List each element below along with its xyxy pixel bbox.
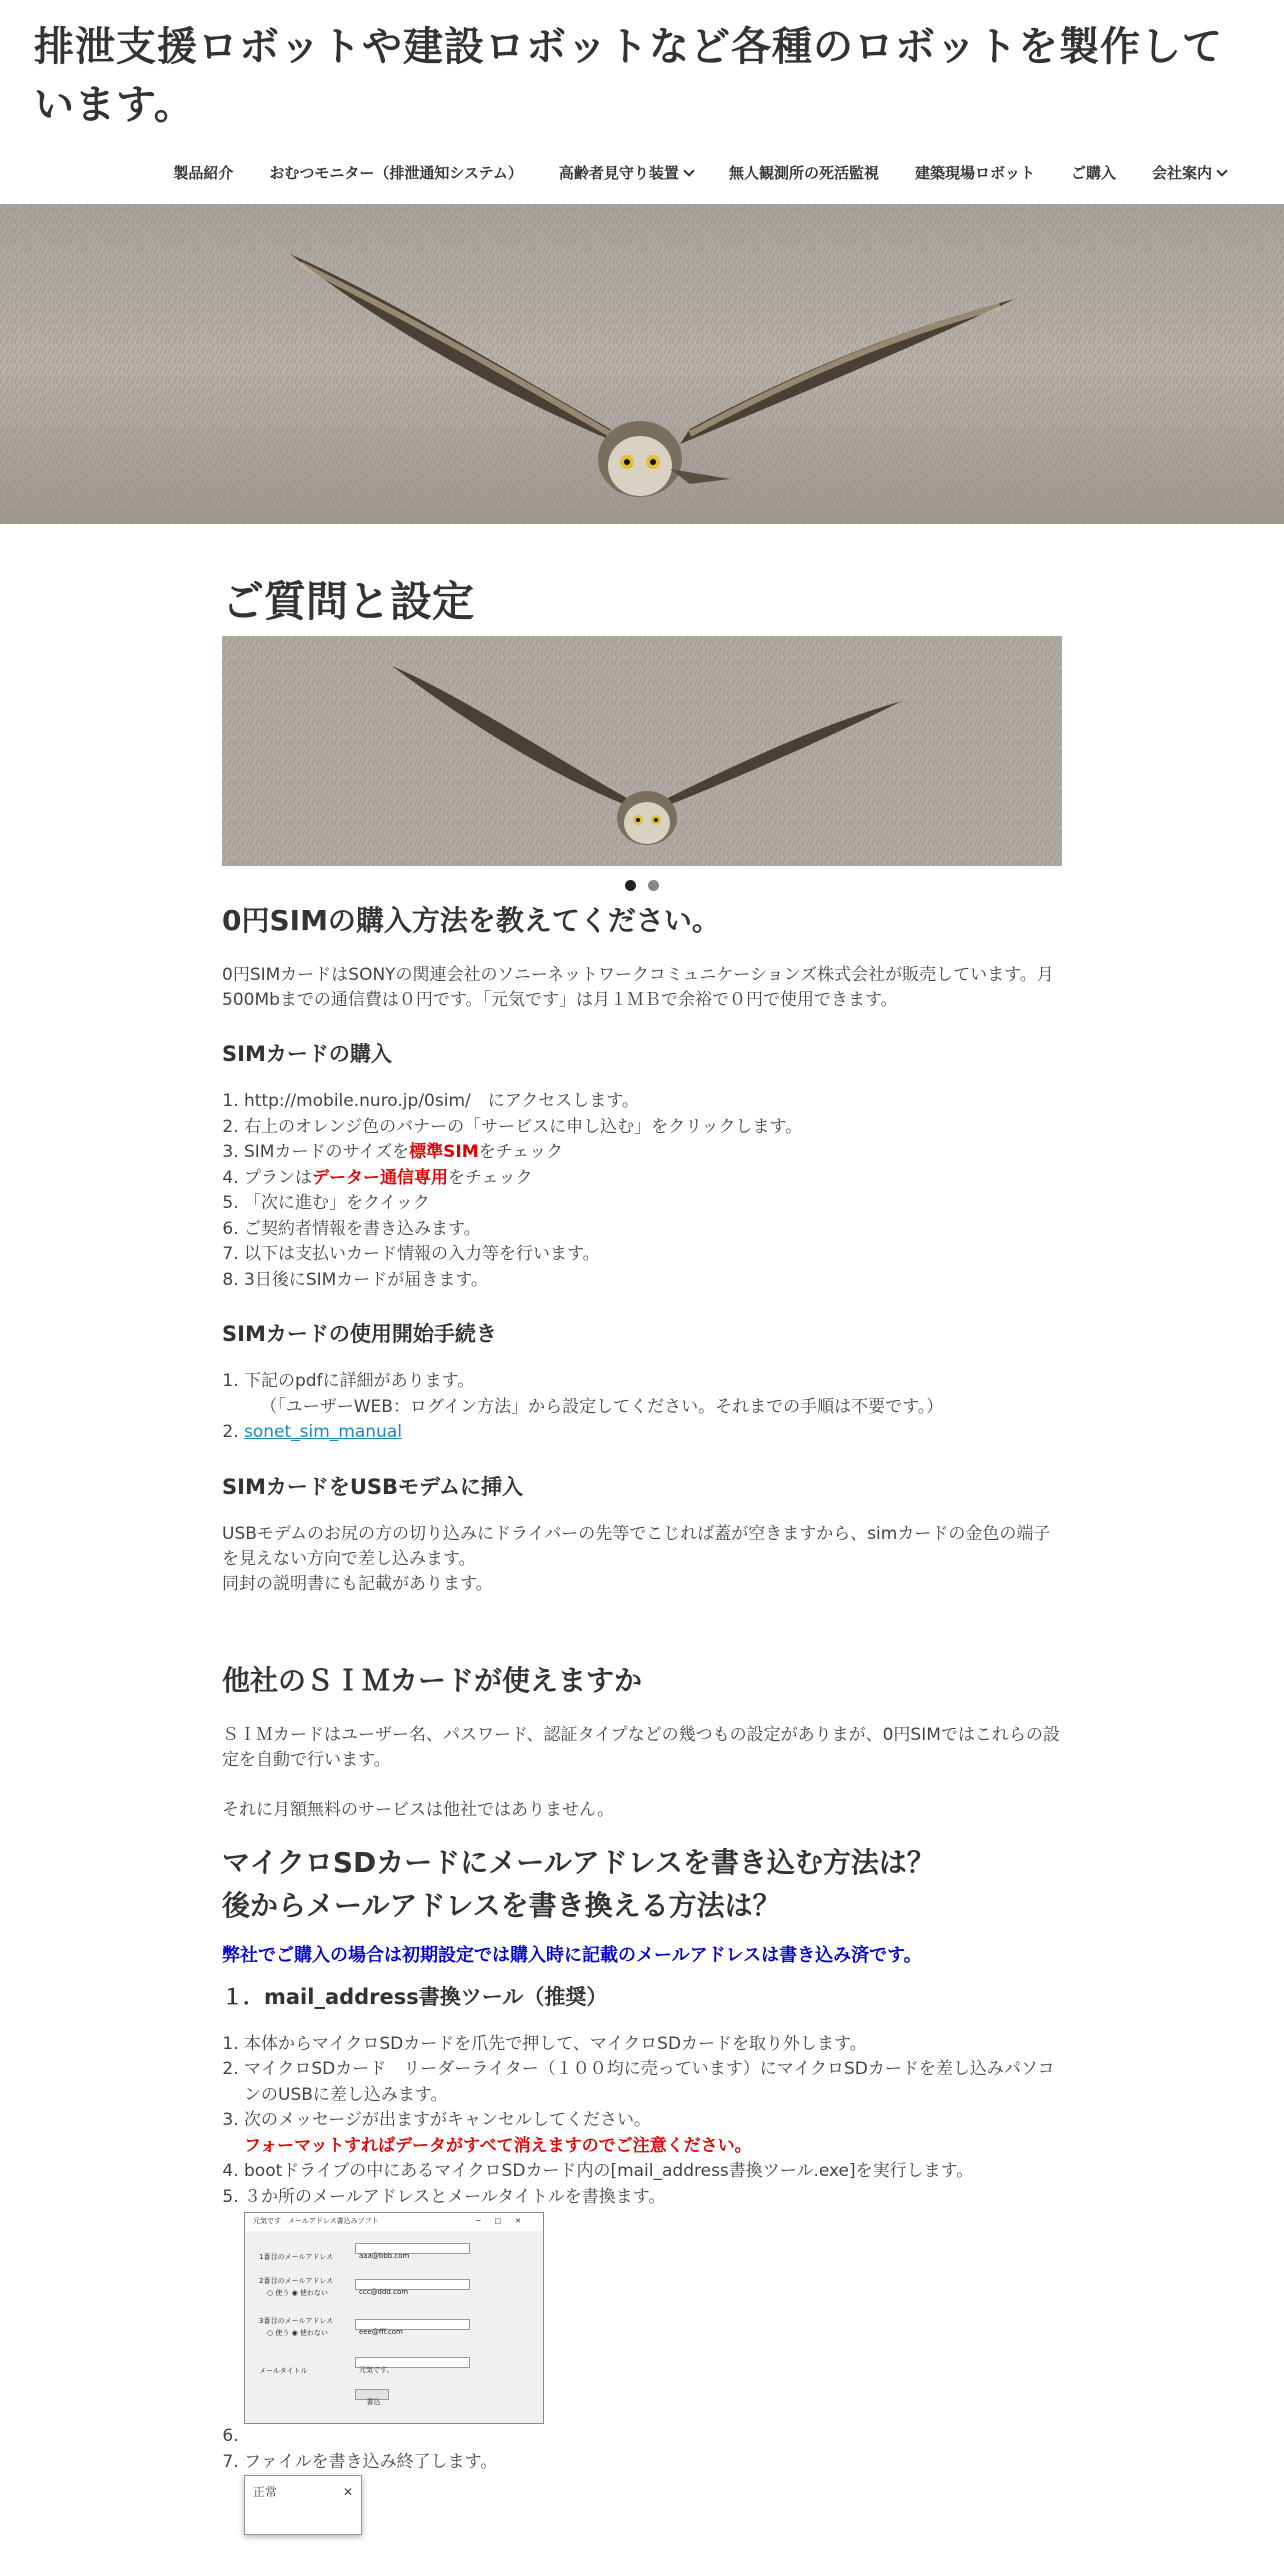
heading-line: 後からメールアドレスを書き換える方法は？ xyxy=(222,1888,781,1922)
paragraph: それに月額無料のサービスは他社ではありません。 xyxy=(222,1799,615,1820)
list-item: 5. 「次に進む」をクイック xyxy=(244,1191,1062,1217)
text-line: 同封の説明書にも記載があります。 xyxy=(222,1573,493,1594)
list-item xyxy=(244,1166,1062,1192)
text: をチェック xyxy=(448,1167,533,1188)
text: （「ユーザーWEB：ログイン方法」から設定してください。それまでの手順は不要です。） xyxy=(260,1396,944,1417)
dialog-title: 元気です メールアドレス書込みソフト xyxy=(253,2217,379,2226)
text-line: を見えない方向で差し込みます。 xyxy=(222,1548,476,1569)
radio-label: 使わない xyxy=(299,2329,328,2337)
notice-text: 弊社でご購入の場合は初期設定では購入時に記載のメールアドレスは書き込み済です。 xyxy=(222,1944,922,1966)
site-title[interactable]: 排泄支援ロボットや建設ロボットなど各種のロボットを製作しています。 xyxy=(34,24,1223,128)
text-line: 定を自動で行います。 xyxy=(222,1749,391,1770)
list-item xyxy=(244,2108,1062,2159)
activation-steps-list xyxy=(222,1369,1062,1446)
field-label: 2番目のメールアドレス xyxy=(259,2277,334,2285)
text: マイクロSDカード リーダーライター（１００均に売っています）にマイクロSDカードを差し込みパソコ xyxy=(244,2059,1055,2079)
mail-title-field: 元気です。 xyxy=(355,2357,470,2368)
list-item xyxy=(244,1140,1062,1166)
email-field-3: eee@fff.com xyxy=(355,2319,470,2330)
paragraph xyxy=(222,1723,1062,1773)
window-controls-icon: ─□✕ xyxy=(476,2217,535,2226)
slider-dot-2[interactable] xyxy=(648,880,659,891)
popup-title: 正常 xyxy=(253,2485,278,2499)
list-item xyxy=(244,1369,1062,1420)
text-line: 500Mbまでの通信費は０円です。「元気です」は月１ＭＢで余裕で０円で使用できます。 xyxy=(222,990,898,1010)
list-item xyxy=(244,1420,1062,1446)
mail-tool-screenshot xyxy=(244,2212,544,2424)
subheading-sim-activation: SIMカードの使用開始手続き xyxy=(222,1322,497,1346)
paragraph xyxy=(222,963,1062,1013)
text: プランは xyxy=(244,1167,312,1188)
radio-label: 使う xyxy=(275,2329,290,2337)
list-item xyxy=(244,2185,1062,2425)
nav-item-observatory[interactable] xyxy=(711,162,897,183)
nav-label: 無人観測所の死活監視 xyxy=(728,164,879,182)
list-item: 1. http://mobile.nuro.jp/0sim/ にアクセスします。 xyxy=(244,1089,1062,1115)
chevron-down-icon xyxy=(683,165,694,176)
nav-item-elderly-watch[interactable] xyxy=(541,162,711,183)
page-title: ご質問と設定 xyxy=(222,577,475,626)
text-line: ＳＩＭカードはユーザー名、パスワード、認証タイプなどの幾つもの設定がありまが、0円SIMではこれらの設 xyxy=(222,1724,1060,1745)
list-item: 8. 3日後にSIMカードが届きます。 xyxy=(244,1268,1062,1294)
nav-label: 製品紹介 xyxy=(173,164,234,182)
list-item: 1. 本体からマイクロSDカードを爪先で押して、マイクロSDカードを取り外します。 xyxy=(244,2032,1062,2058)
nav-item-company[interactable] xyxy=(1134,162,1244,183)
list-item xyxy=(244,2057,1062,2108)
text: をチェック xyxy=(478,1142,564,1162)
close-icon: ✕ xyxy=(342,2485,353,2499)
use-radio-group: ○ 使う ◉ 使わない xyxy=(267,2289,328,2297)
section-heading-microsd xyxy=(222,1841,1062,1927)
slider-dots xyxy=(222,880,1062,891)
dialog-titlebar xyxy=(245,2213,543,2231)
text: 次のメッセージが出ますがキャンセルしてください。 xyxy=(244,2110,651,2130)
list-item xyxy=(244,2450,1062,2536)
field-label: 1番目のメールアドレス xyxy=(259,2253,334,2261)
nav-item-construction[interactable] xyxy=(897,162,1053,183)
success-popup-screenshot xyxy=(244,2475,362,2535)
popup-titlebar xyxy=(245,2476,361,2510)
highlight-text: データー通信専用 xyxy=(312,1167,448,1188)
field-label: 3番目のメールアドレス xyxy=(259,2317,334,2325)
nav-label: 建築現場ロボット xyxy=(914,164,1035,182)
slider-dot-1[interactable] xyxy=(625,880,636,891)
email-field-2: ccc@ddd.com xyxy=(355,2279,470,2290)
text: SIMカードのサイズを xyxy=(244,1142,410,1162)
manual-link[interactable]: sonet_sim_manual xyxy=(244,1422,402,1442)
list-item xyxy=(244,2424,1062,2450)
main-content xyxy=(222,570,1062,2535)
nav-label: 会社案内 xyxy=(1151,164,1212,182)
owl-photo xyxy=(0,204,1284,524)
nav-label: おむつモニター（排泄通知システム） xyxy=(269,164,523,182)
subheading-sim-purchase: SIMカードの購入 xyxy=(222,1042,392,1066)
list-item: 2. 右上のオレンジ色のバナーの「サービスに申し込む」をクリックします。 xyxy=(244,1115,1062,1141)
text: ンのUSBに差し込みます。 xyxy=(244,2084,448,2105)
subheading-mail-tool: １．mail_address書換ツール（推奨） xyxy=(222,1984,608,2009)
list-item: 6. ご契約者情報を書き込みます。 xyxy=(244,1217,1062,1243)
slider-owl-photo xyxy=(222,636,1062,866)
warning-text: フォーマットすればデータがすべて消えますのでご注意ください。 xyxy=(244,2135,752,2156)
nav-item-products[interactable] xyxy=(155,162,251,183)
chevron-down-icon xyxy=(1216,165,1227,176)
radio-label: 使う xyxy=(275,2289,290,2297)
list-item: 4. bootドライブの中にあるマイクロSDカード内の[mail_address書換ツール.exe]を実行します。 xyxy=(244,2159,1062,2185)
subheading-usb-insert: SIMカードをUSBモデムに挿入 xyxy=(222,1474,523,1499)
nav-label: ご購入 xyxy=(1070,164,1116,182)
use-radio-group: ○ 使う ◉ 使わない xyxy=(267,2329,328,2337)
section-heading-0sim: 0円SIMの購入方法を教えてください。 xyxy=(222,904,720,937)
main-nav xyxy=(155,162,1244,183)
nav-label: 高齢者見守り装置 xyxy=(558,164,679,182)
nav-item-purchase[interactable] xyxy=(1053,162,1134,183)
text: ファイルを書き込み終了します。 xyxy=(244,2451,498,2472)
email-field-1: aaa@bbb.com xyxy=(355,2243,470,2254)
text-line: USBモデムのお尻の方の切り込みにドライバーの先等でこじれば蓋が空きますから、simカードの金色の端子 xyxy=(222,1523,1051,1544)
text: ３か所のメールアドレスとメールタイトルを書換ます。 xyxy=(244,2186,666,2207)
image-slider[interactable] xyxy=(222,636,1062,866)
heading-line: マイクロSDカードにメールアドレスを書き込む方法は？ xyxy=(222,1845,935,1879)
mail-tool-steps-list xyxy=(222,2032,1062,2536)
radio-label: 使わない xyxy=(299,2289,328,2297)
list-item: 7. 以下は支払いカード情報の入力等を行います。 xyxy=(244,1242,1062,1268)
highlight-text: 標準SIM xyxy=(409,1142,479,1162)
hero-image xyxy=(0,204,1284,524)
field-label: メールタイトル xyxy=(259,2367,308,2375)
paragraph xyxy=(222,1522,1062,1597)
nav-item-diaper-monitor[interactable] xyxy=(251,162,541,183)
write-button: 書込 xyxy=(355,2389,389,2400)
text: 下記のpdfに詳細があります。 xyxy=(244,1371,475,1391)
section-heading-other-sim: 他社のＳＩＭカードが使えますか xyxy=(222,1663,643,1697)
purchase-steps-list xyxy=(222,1089,1062,1293)
text-line: 0円SIMカードはSONYの関連会社のソニーネットワークコミュニケーションズ株式会社が販売しています。月 xyxy=(222,965,1054,985)
